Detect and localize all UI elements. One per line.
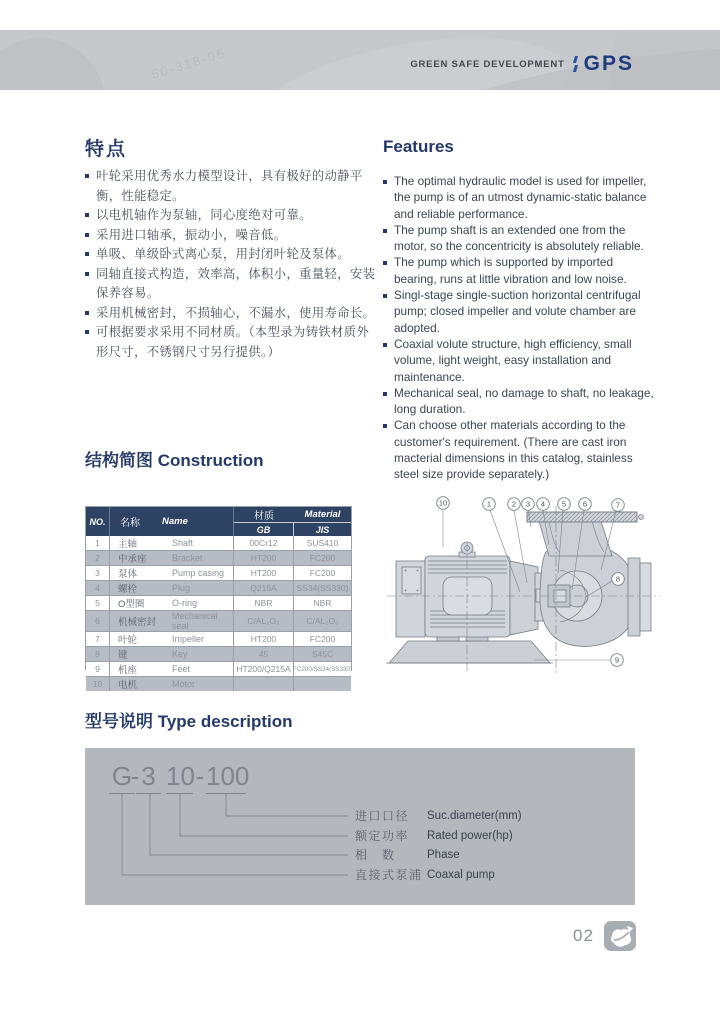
type-description-title: 型号说明 Type description (85, 712, 293, 731)
feature-text: The optimal hydraulic model is used for impeller, the pump is of an utmost dynamic-static balance and reliable performance. (394, 174, 647, 221)
header-no: NO. (86, 507, 110, 536)
type-label-cn: 进口口径 (355, 809, 410, 823)
table-cell: HT200/Q215A (234, 662, 294, 676)
type-label-cn: 相 数 (355, 848, 396, 862)
callout-number: 6 (582, 499, 588, 509)
table-cell: C/AL₂O₃ (234, 611, 294, 631)
table-cell: O-ring (172, 596, 234, 610)
feature-text: Can choose other materials according to the customer's requirement. (There are cast iron macterial dimensions in this catalog, stainless steel size provide separately.) (394, 418, 633, 482)
pump-cross-section-diagram (383, 488, 663, 680)
type-label-cn: 额定功率 (355, 829, 410, 843)
table-cell (234, 677, 294, 691)
bullet-square-icon (383, 424, 387, 428)
header-band (0, 30, 720, 90)
header-material (234, 507, 351, 522)
feature-text: 采用进口轴承，振动小，噪音低。 (96, 227, 287, 242)
header-material-group (234, 507, 351, 536)
feature-text: Singl-stage single-suction horizontal centrifugal pump; closed impeller and volute chamber are adopted. (394, 288, 641, 335)
model-separator: - (130, 761, 140, 791)
table-cell: 叶轮 (118, 635, 138, 646)
table-cell: SUS410 (306, 538, 339, 548)
table-row (86, 581, 351, 596)
feature-text: The pump shaft is an extended one from the motor, so the concentricity is absolutely reliable. (394, 222, 644, 254)
feature-text: Coaxial volute structure, high efficiency, small volume, light weight, easy installation and maintenance. (394, 336, 632, 384)
table-cell: NBR (313, 598, 332, 608)
type-label-row (355, 808, 522, 824)
type-label-en: Rated power(hp) (427, 830, 513, 842)
callout-number: 10 (438, 498, 448, 508)
table-cell: Shaft (172, 536, 234, 550)
bullet-square-icon (85, 174, 89, 178)
callout-number: 1 (486, 499, 492, 509)
feature-item (383, 417, 657, 482)
table-row (86, 611, 351, 632)
table-row (86, 662, 351, 677)
type-label-row (355, 867, 495, 883)
features-cn-title: 特点 (85, 139, 128, 160)
table-cell: Feet (172, 662, 234, 676)
table-cell: NBR (234, 596, 294, 610)
model-part: G (109, 760, 135, 794)
table-cell: 7 (86, 632, 110, 646)
bullet-square-icon (85, 213, 89, 217)
table-body (86, 536, 353, 691)
features-en-list (383, 173, 657, 483)
table-cell: FC200 (309, 568, 336, 578)
table-cell: 4 (86, 581, 110, 595)
header-jis: JIS (315, 524, 330, 535)
model-part: 100 (206, 760, 246, 794)
table-cell: 主轴 (118, 539, 138, 550)
type-label-en: Phase (427, 849, 460, 861)
table-cell: Pump casing (172, 566, 234, 580)
type-label-row (355, 828, 513, 844)
feature-text: 叶轮采用优秀水力模型设计，具有极好的动静平衡，性能稳定。 (96, 169, 363, 203)
callout-number: 2 (511, 499, 517, 509)
table-cell: 00Cr12 (234, 536, 294, 550)
table-cell: 5 (86, 596, 110, 610)
bullet-square-icon (85, 272, 89, 276)
table-cell: FC200 (309, 634, 336, 644)
table-cell: Q215A (234, 581, 294, 595)
table-cell: Mechanical seal (172, 611, 234, 631)
feature-item (85, 245, 378, 265)
model-separator: - (195, 761, 205, 791)
feature-item (383, 385, 657, 418)
table-cell: Bracket (172, 551, 234, 565)
header-material-en: Material (304, 509, 341, 520)
feature-text: 单吸、单级卧式离心泵，用封闭叶轮及泵体。 (96, 247, 350, 261)
bullet-square-icon (383, 261, 387, 265)
table-cell: 9 (86, 662, 110, 676)
feature-item (383, 336, 657, 385)
feature-item (383, 222, 657, 255)
model-part: 3 (136, 760, 161, 794)
table-cell: 螺栓 (118, 584, 138, 595)
table-cell: 中承座 (118, 554, 147, 565)
bullet-square-icon (85, 233, 89, 237)
type-label-cn: 直接式泵浦 (355, 868, 423, 882)
header-standards (234, 522, 351, 536)
type-description-box (85, 748, 635, 905)
table-cell: Motor (172, 677, 234, 691)
feature-item (383, 173, 657, 222)
feature-item (85, 265, 378, 304)
callout-number: 4 (540, 499, 546, 509)
callout-number: 9 (614, 655, 620, 665)
table-cell: 键 (118, 650, 128, 661)
bullet-square-icon (85, 311, 89, 315)
table-cell: HT200 (234, 566, 294, 580)
callout-number: 5 (561, 499, 567, 509)
header-tagline: GREEN SAFE DEVELOPMENT (410, 58, 565, 70)
construction-table (85, 506, 353, 691)
table-row (86, 677, 351, 691)
table-row (86, 647, 351, 662)
features-en-title: Features (383, 137, 454, 156)
callout-number: 8 (615, 574, 621, 584)
header-material-cn: 材质 (254, 511, 274, 522)
table-cell: S45C (311, 649, 334, 659)
table-cell: C/AL₂O₃ (306, 616, 339, 626)
table-cell: 10 (86, 677, 110, 691)
table-cell: 电机 (118, 680, 138, 691)
table-cell: 机械密封 (118, 617, 157, 628)
callout-number: 3 (525, 499, 531, 509)
page-number: 02 (573, 926, 594, 945)
type-labels (355, 748, 631, 905)
feature-item (383, 287, 657, 336)
bullet-square-icon (85, 252, 89, 256)
table-cell: HT200 (234, 632, 294, 646)
feature-item (85, 304, 378, 324)
table-row (86, 632, 351, 647)
type-label-row (355, 847, 460, 863)
table-header (86, 507, 351, 536)
header-name-cn: 名称 (120, 518, 140, 529)
table-cell: 6 (86, 611, 110, 631)
features-cn-list (85, 167, 378, 362)
feature-item (85, 323, 378, 362)
feature-item (85, 206, 378, 226)
bullet-square-icon (383, 392, 387, 396)
type-label-en: Coaxal pump (427, 869, 495, 881)
table-cell: HT200 (234, 551, 294, 565)
header-name-en: Name (162, 516, 188, 527)
table-cell: 45 (234, 647, 294, 661)
table-cell: 机座 (118, 665, 138, 676)
table-row (86, 551, 351, 566)
table-cell: 3 (86, 566, 110, 580)
brand-logo: GPS (583, 52, 634, 75)
feature-item (383, 254, 657, 287)
brand-row (0, 52, 634, 76)
bullet-square-icon (383, 343, 387, 347)
table-row (86, 596, 351, 611)
bullet-square-icon (85, 330, 89, 334)
header-name (110, 507, 234, 536)
callout-number: 7 (615, 500, 621, 510)
bullet-square-icon (383, 180, 387, 184)
table-cell: SS34(SS330) (296, 583, 349, 593)
feature-text: 可根据要求采用不同材质。（本型录为铸铁材质外形尺寸，不锈钢尺寸另行提供。） (96, 325, 370, 359)
table-cell: 8 (86, 647, 110, 661)
feature-item (85, 167, 378, 206)
feature-text: 采用机械密封，不损轴心，不漏水，使用寿命长。 (96, 305, 376, 320)
table-cell: FC200/SS34(SS330) (292, 665, 353, 673)
feature-text: 以电机轴作为泵轴，同心度绝对可靠。 (96, 208, 312, 222)
feature-text: 同轴直接式构造，效率高，体积小，重量轻，安装保养容易。 (96, 266, 376, 300)
table-cell: 2 (86, 551, 110, 565)
bullet-square-icon (383, 229, 387, 233)
feature-text: Mechanical seal, no damage to shaft, no leakage, long duration. (394, 385, 654, 417)
table-cell: Key (172, 647, 234, 661)
footer-logo-icon (604, 921, 636, 956)
feature-item (85, 226, 378, 246)
band-watermark: 50-318-05 (149, 45, 228, 82)
table-row (86, 536, 351, 551)
table-cell: Plug (172, 581, 234, 595)
separator-bars-icon (574, 56, 577, 72)
table-cell: O型圈 (118, 599, 145, 610)
type-label-en: Suc.diameter(mm) (427, 810, 522, 822)
table-cell: 泵体 (118, 569, 138, 580)
table-cell: Impeller (172, 632, 234, 646)
table-cell: FC200 (309, 553, 336, 563)
bullet-square-icon (383, 294, 387, 298)
construction-title: 结构简图 Construction (85, 451, 264, 470)
model-part: 10 (166, 760, 193, 794)
header-gb: GB (234, 523, 294, 536)
feature-text: The pump which is supported by imported bearing, runs at little vibration and low noise. (394, 255, 627, 286)
table-cell (294, 677, 351, 691)
table-row (86, 566, 351, 581)
table-cell: 1 (86, 536, 110, 550)
